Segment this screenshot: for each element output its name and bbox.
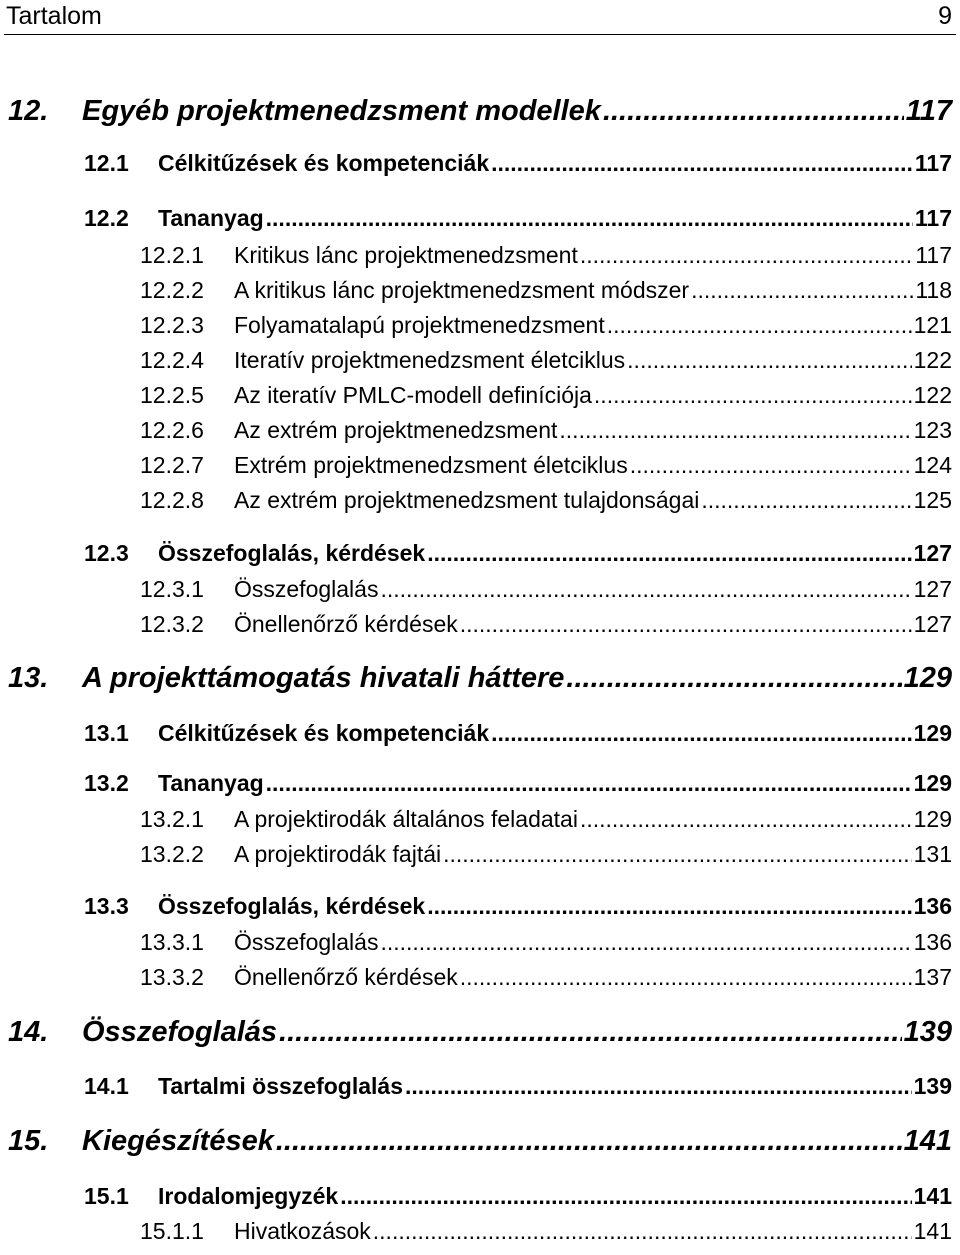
toc-entry-number: 12.2.8 bbox=[140, 487, 204, 513]
toc-dot-leader bbox=[491, 720, 912, 747]
toc-dot-leader bbox=[380, 576, 911, 603]
toc-entry[interactable] bbox=[0, 841, 960, 868]
toc-dot-leader bbox=[380, 929, 911, 956]
toc-entry-title: Folyamatalapú projektmenedzsment bbox=[234, 312, 605, 338]
toc-entry-title: Tananyag bbox=[158, 205, 264, 231]
toc-entry-number: 13.2.2 bbox=[140, 841, 204, 867]
toc-dot-leader bbox=[594, 382, 912, 409]
toc-entry-title: Egyéb projektmenedzsment modellek bbox=[82, 95, 601, 127]
toc-entry-title: Kiegészítések bbox=[82, 1125, 274, 1157]
toc-entry[interactable] bbox=[0, 277, 960, 304]
toc-entry[interactable] bbox=[0, 929, 960, 956]
toc-entry-number: 12.2.7 bbox=[140, 452, 204, 478]
toc-entry[interactable] bbox=[0, 95, 960, 128]
toc-dot-leader bbox=[603, 95, 904, 128]
toc-dot-leader bbox=[559, 417, 911, 444]
toc-entry-title: Összefoglalás bbox=[82, 1016, 278, 1048]
toc-entry-page: 127 bbox=[913, 611, 952, 637]
toc-entry-number: 14.1 bbox=[84, 1073, 129, 1099]
toc-entry-page: 131 bbox=[913, 841, 952, 867]
toc-entry-title: A projekttámogatás hivatali háttere bbox=[82, 662, 565, 694]
toc-entry-number: 12.3.1 bbox=[140, 576, 204, 602]
toc-entry-title: Összefoglalás bbox=[234, 929, 379, 955]
toc-entry-page: 141 bbox=[913, 1183, 952, 1209]
toc-entry-title: Irodalomjegyzék bbox=[158, 1183, 339, 1209]
toc-entry-page: 141 bbox=[903, 1125, 952, 1157]
toc-entry-page: 122 bbox=[913, 382, 952, 408]
toc-entry-page: 129 bbox=[913, 806, 952, 832]
toc-entry-page: 121 bbox=[913, 312, 952, 338]
toc-entry-title: Összefoglalás bbox=[234, 576, 379, 602]
toc-entry-page: 123 bbox=[913, 417, 952, 443]
toc-entry[interactable] bbox=[0, 487, 960, 514]
toc-entry-page: 139 bbox=[913, 1073, 952, 1099]
toc-dot-leader bbox=[427, 540, 911, 567]
toc-entry[interactable] bbox=[0, 720, 960, 747]
toc-entry[interactable] bbox=[0, 452, 960, 479]
toc-dot-leader bbox=[340, 1183, 911, 1210]
toc-entry-number: 12.3 bbox=[84, 540, 129, 566]
toc-entry-title: Hivatkozások bbox=[234, 1218, 371, 1244]
toc-entry-title: Összefoglalás, kérdések bbox=[158, 893, 426, 919]
toc-entry[interactable] bbox=[0, 382, 960, 409]
toc-entry-number: 13.2 bbox=[84, 770, 129, 796]
toc-entry[interactable] bbox=[0, 770, 960, 797]
toc-entry-page: 117 bbox=[914, 205, 952, 231]
toc-entry[interactable] bbox=[0, 893, 960, 920]
toc-entry-title: Iteratív projektmenedzsment életciklus bbox=[234, 347, 626, 373]
toc-entry-title: Célkitűzések és kompetenciák bbox=[158, 150, 490, 176]
toc-dot-leader bbox=[443, 841, 912, 868]
toc-entry-number: 14. bbox=[8, 1016, 49, 1048]
toc-entry-title: Az extrém projektmenedzsment tulajdonságai bbox=[234, 487, 700, 513]
toc-entry-title: A kritikus lánc projektmenedzsment módszer bbox=[234, 277, 690, 303]
toc-entry-title: Tartalmi összefoglalás bbox=[158, 1073, 403, 1099]
toc-entry-number: 12. bbox=[8, 95, 49, 127]
toc-entry-number: 15. bbox=[8, 1125, 49, 1157]
toc-entry[interactable] bbox=[0, 1125, 960, 1158]
toc-entry-title: Célkitűzések és kompetenciák bbox=[158, 720, 490, 746]
toc-entry-page: 139 bbox=[903, 1016, 952, 1048]
toc-entry-page: 127 bbox=[913, 576, 952, 602]
toc-entry-number: 12.3.2 bbox=[140, 611, 204, 637]
toc-entry-number: 12.1 bbox=[84, 150, 129, 176]
toc-entry-number: 12.2.6 bbox=[140, 417, 204, 443]
toc-dot-leader bbox=[266, 770, 912, 797]
toc-entry-number: 12.2.3 bbox=[140, 312, 204, 338]
toc-dot-leader bbox=[276, 1125, 902, 1158]
toc-entry-page: 117 bbox=[915, 242, 952, 268]
toc-entry[interactable] bbox=[0, 1183, 960, 1210]
toc-entry-page: 122 bbox=[913, 347, 952, 373]
toc-entry-page: 124 bbox=[913, 452, 952, 478]
toc-entry[interactable] bbox=[0, 1016, 960, 1049]
toc-entry-number: 13.3 bbox=[84, 893, 129, 919]
toc-entry-number: 15.1.1 bbox=[140, 1218, 204, 1244]
toc-entry[interactable] bbox=[0, 964, 960, 991]
toc-entry[interactable] bbox=[0, 662, 960, 695]
toc-dot-leader bbox=[491, 150, 913, 177]
toc-entry-number: 13.2.1 bbox=[140, 806, 204, 832]
toc-entry-page: 129 bbox=[903, 662, 952, 694]
toc-entry-page: 129 bbox=[913, 720, 952, 746]
toc-entry[interactable] bbox=[0, 1073, 960, 1100]
toc-entry-page: 136 bbox=[913, 929, 952, 955]
header-title: Tartalom bbox=[6, 2, 102, 30]
header-page-number: 9 bbox=[938, 2, 952, 30]
toc-dot-leader bbox=[460, 964, 912, 991]
toc-dot-leader bbox=[580, 242, 913, 269]
toc-entry-number: 15.1 bbox=[84, 1183, 129, 1209]
toc-entry[interactable] bbox=[0, 417, 960, 444]
toc-entry[interactable] bbox=[0, 150, 960, 177]
toc-entry-number: 12.2.4 bbox=[140, 347, 204, 373]
toc-dot-leader bbox=[373, 1218, 912, 1245]
toc-entry-title: Kritikus lánc projektmenedzsment bbox=[234, 242, 578, 268]
toc-dot-leader bbox=[580, 806, 912, 833]
toc-entry-number: 12.2 bbox=[84, 205, 129, 231]
toc-entry-page: 136 bbox=[913, 893, 952, 919]
toc-entry[interactable] bbox=[0, 806, 960, 833]
toc-entry-page: 129 bbox=[913, 770, 952, 796]
toc-entry-number: 12.2.5 bbox=[140, 382, 204, 408]
toc-entry[interactable] bbox=[0, 540, 960, 567]
toc-entry-page: 127 bbox=[913, 540, 952, 566]
toc-entry[interactable] bbox=[0, 205, 960, 232]
toc-dot-leader bbox=[279, 1016, 902, 1049]
toc-entry-title: Tananyag bbox=[158, 770, 264, 796]
toc-entry-page: 141 bbox=[913, 1218, 952, 1244]
toc-dot-leader bbox=[427, 893, 911, 920]
toc-dot-leader bbox=[405, 1073, 912, 1100]
toc-entry-page: 117 bbox=[905, 95, 952, 127]
toc-dot-leader bbox=[691, 277, 913, 304]
toc-entry-title: Összefoglalás, kérdések bbox=[158, 540, 426, 566]
toc-entry[interactable] bbox=[0, 576, 960, 603]
toc-entry-number: 12.2.2 bbox=[140, 277, 204, 303]
toc-entry[interactable] bbox=[0, 1218, 960, 1245]
toc-entry-title: Az iteratív PMLC-modell definíciója bbox=[234, 382, 592, 408]
toc-entry-page: 118 bbox=[915, 277, 952, 303]
toc-entry[interactable] bbox=[0, 347, 960, 374]
toc-dot-leader bbox=[566, 662, 901, 695]
toc-dot-leader bbox=[701, 487, 911, 514]
toc-dot-leader bbox=[627, 347, 911, 374]
toc-entry-number: 13. bbox=[8, 662, 49, 694]
toc-entry-page: 125 bbox=[913, 487, 952, 513]
toc-entry-number: 12.2.1 bbox=[140, 242, 204, 268]
toc-entry-title: Önellenőrző kérdések bbox=[234, 964, 458, 990]
toc-entry-number: 13.1 bbox=[84, 720, 129, 746]
toc-dot-leader bbox=[266, 205, 913, 232]
toc-entry-title: Az extrém projektmenedzsment bbox=[234, 417, 558, 443]
toc-entry-page: 117 bbox=[914, 150, 952, 176]
toc-entry[interactable] bbox=[0, 312, 960, 339]
toc-entry[interactable] bbox=[0, 611, 960, 638]
toc-entry-title: A projektirodák fajtái bbox=[234, 841, 442, 867]
toc-dot-leader bbox=[460, 611, 912, 638]
toc-entry-page: 137 bbox=[913, 964, 952, 990]
toc-entry[interactable] bbox=[0, 242, 960, 269]
toc-entry-title: Extrém projektmenedzsment életciklus bbox=[234, 452, 628, 478]
toc-dot-leader bbox=[630, 452, 912, 479]
toc-entry-title: A projektirodák általános feladatai bbox=[234, 806, 578, 832]
toc-dot-leader bbox=[607, 312, 912, 339]
toc-entry-title: Önellenőrző kérdések bbox=[234, 611, 458, 637]
toc-entry-number: 13.3.1 bbox=[140, 929, 204, 955]
toc-entry-number: 13.3.2 bbox=[140, 964, 204, 990]
